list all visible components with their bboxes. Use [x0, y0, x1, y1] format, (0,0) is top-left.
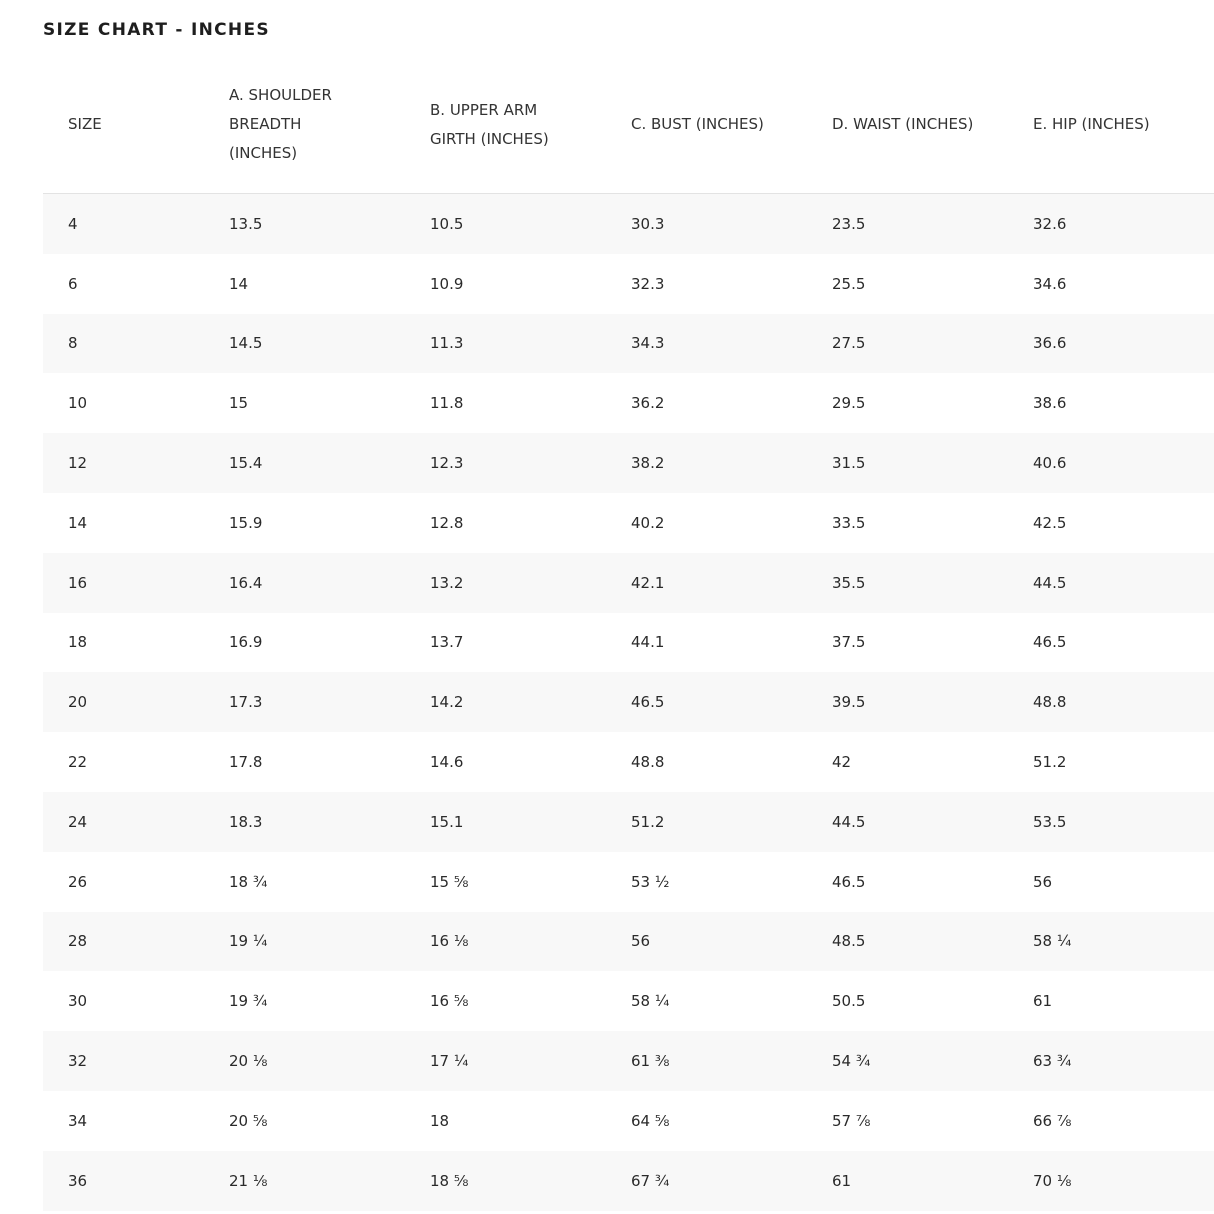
waist-cell: 44.5: [807, 792, 1008, 852]
table-row: [43, 852, 1214, 912]
bust-cell: 51.2: [606, 792, 807, 852]
hip-cell: 46.5: [1008, 613, 1214, 673]
hip-cell: 36.6: [1008, 314, 1214, 374]
column-header-shoulder-breadth: A. SHOULDER BREADTH (INCHES): [204, 56, 405, 194]
table-row: [43, 553, 1214, 613]
shoulder-breadth-cell: 15: [204, 373, 405, 433]
upper-arm-girth-cell: 13.7: [405, 613, 606, 673]
table-row: [43, 194, 1214, 254]
size-cell: 16: [43, 553, 204, 613]
upper-arm-girth-cell: 17 ¼: [405, 1031, 606, 1091]
table-row: [43, 254, 1214, 314]
table-row: [43, 493, 1214, 553]
bust-cell: 38.2: [606, 433, 807, 493]
waist-cell: 29.5: [807, 373, 1008, 433]
size-cell: 8: [43, 314, 204, 374]
waist-cell: 54 ¾: [807, 1031, 1008, 1091]
upper-arm-girth-cell: 18 ⅝: [405, 1151, 606, 1211]
waist-cell: 46.5: [807, 852, 1008, 912]
bust-cell: 48.8: [606, 732, 807, 792]
size-cell: 32: [43, 1031, 204, 1091]
upper-arm-girth-cell: 12.8: [405, 493, 606, 553]
hip-cell: 63 ¾: [1008, 1031, 1214, 1091]
bust-cell: 58 ¼: [606, 971, 807, 1031]
waist-cell: 50.5: [807, 971, 1008, 1031]
size-cell: 28: [43, 912, 204, 972]
table-row: [43, 613, 1214, 673]
upper-arm-girth-cell: 15 ⅝: [405, 852, 606, 912]
bust-cell: 61 ⅜: [606, 1031, 807, 1091]
column-header-bust: C. BUST (INCHES): [606, 56, 807, 194]
waist-cell: 57 ⅞: [807, 1091, 1008, 1151]
table-row: [43, 433, 1214, 493]
shoulder-breadth-cell: 20 ⅛: [204, 1031, 405, 1091]
bust-cell: 34.3: [606, 314, 807, 374]
shoulder-breadth-cell: 19 ¼: [204, 912, 405, 972]
waist-cell: 35.5: [807, 553, 1008, 613]
shoulder-breadth-cell: 17.8: [204, 732, 405, 792]
size-cell: 24: [43, 792, 204, 852]
upper-arm-girth-cell: 16 ⅛: [405, 912, 606, 972]
upper-arm-girth-cell: 14.6: [405, 732, 606, 792]
waist-cell: 25.5: [807, 254, 1008, 314]
shoulder-breadth-cell: 17.3: [204, 672, 405, 732]
size-cell: 10: [43, 373, 204, 433]
hip-cell: 40.6: [1008, 433, 1214, 493]
waist-cell: 39.5: [807, 672, 1008, 732]
size-cell: 30: [43, 971, 204, 1031]
column-header-size: SIZE: [43, 56, 204, 194]
bust-cell: 46.5: [606, 672, 807, 732]
upper-arm-girth-cell: 13.2: [405, 553, 606, 613]
bust-cell: 64 ⅝: [606, 1091, 807, 1151]
shoulder-breadth-cell: 19 ¾: [204, 971, 405, 1031]
waist-cell: 42: [807, 732, 1008, 792]
table-row: [43, 732, 1214, 792]
table-row: [43, 1031, 1214, 1091]
size-cell: 6: [43, 254, 204, 314]
hip-cell: 32.6: [1008, 194, 1214, 254]
size-cell: 12: [43, 433, 204, 493]
upper-arm-girth-cell: 16 ⅝: [405, 971, 606, 1031]
waist-cell: 37.5: [807, 613, 1008, 673]
table-row: [43, 373, 1214, 433]
column-header-hip: E. HIP (INCHES): [1008, 56, 1214, 194]
shoulder-breadth-cell: 18.3: [204, 792, 405, 852]
bust-cell: 42.1: [606, 553, 807, 613]
table-header: [43, 56, 1214, 194]
hip-cell: 51.2: [1008, 732, 1214, 792]
upper-arm-girth-cell: 15.1: [405, 792, 606, 852]
shoulder-breadth-cell: 20 ⅝: [204, 1091, 405, 1151]
table-row: [43, 792, 1214, 852]
bust-cell: 32.3: [606, 254, 807, 314]
upper-arm-girth-cell: 12.3: [405, 433, 606, 493]
shoulder-breadth-cell: 14: [204, 254, 405, 314]
bust-cell: 53 ½: [606, 852, 807, 912]
hip-cell: 56: [1008, 852, 1214, 912]
waist-cell: 23.5: [807, 194, 1008, 254]
upper-arm-girth-cell: 11.3: [405, 314, 606, 374]
hip-cell: 61: [1008, 971, 1214, 1031]
upper-arm-girth-cell: 18: [405, 1091, 606, 1151]
bust-cell: 67 ¾: [606, 1151, 807, 1211]
table-row: [43, 672, 1214, 732]
bust-cell: 56: [606, 912, 807, 972]
shoulder-breadth-cell: 15.4: [204, 433, 405, 493]
waist-cell: 48.5: [807, 912, 1008, 972]
table-row: [43, 314, 1214, 374]
waist-cell: 31.5: [807, 433, 1008, 493]
size-cell: 14: [43, 493, 204, 553]
upper-arm-girth-cell: 14.2: [405, 672, 606, 732]
waist-cell: 33.5: [807, 493, 1008, 553]
column-header-upper-arm-girth: B. UPPER ARM GIRTH (INCHES): [405, 56, 606, 194]
upper-arm-girth-cell: 10.9: [405, 254, 606, 314]
size-cell: 20: [43, 672, 204, 732]
hip-cell: 66 ⅞: [1008, 1091, 1214, 1151]
size-cell: 26: [43, 852, 204, 912]
size-cell: 18: [43, 613, 204, 673]
hip-cell: 42.5: [1008, 493, 1214, 553]
hip-cell: 48.8: [1008, 672, 1214, 732]
shoulder-breadth-cell: 18 ¾: [204, 852, 405, 912]
hip-cell: 44.5: [1008, 553, 1214, 613]
page-title: SIZE CHART - INCHES: [43, 20, 270, 40]
hip-cell: 53.5: [1008, 792, 1214, 852]
table-row: [43, 1091, 1214, 1151]
shoulder-breadth-cell: 13.5: [204, 194, 405, 254]
table-row: [43, 912, 1214, 972]
upper-arm-girth-cell: 11.8: [405, 373, 606, 433]
table-row: [43, 1151, 1214, 1211]
shoulder-breadth-cell: 16.9: [204, 613, 405, 673]
bust-cell: 44.1: [606, 613, 807, 673]
table-row: [43, 971, 1214, 1031]
shoulder-breadth-cell: 14.5: [204, 314, 405, 374]
size-cell: 4: [43, 194, 204, 254]
shoulder-breadth-cell: 15.9: [204, 493, 405, 553]
waist-cell: 61: [807, 1151, 1008, 1211]
header-row: [43, 56, 1214, 194]
bust-cell: 40.2: [606, 493, 807, 553]
size-cell: 34: [43, 1091, 204, 1151]
size-cell: 22: [43, 732, 204, 792]
size-cell: 36: [43, 1151, 204, 1211]
column-header-waist: D. WAIST (INCHES): [807, 56, 1008, 194]
hip-cell: 38.6: [1008, 373, 1214, 433]
hip-cell: 58 ¼: [1008, 912, 1214, 972]
hip-cell: 70 ⅛: [1008, 1151, 1214, 1211]
table-body: [43, 194, 1214, 1211]
shoulder-breadth-cell: 21 ⅛: [204, 1151, 405, 1211]
bust-cell: 36.2: [606, 373, 807, 433]
waist-cell: 27.5: [807, 314, 1008, 374]
size-chart-table: [43, 56, 1214, 1211]
bust-cell: 30.3: [606, 194, 807, 254]
hip-cell: 34.6: [1008, 254, 1214, 314]
upper-arm-girth-cell: 10.5: [405, 194, 606, 254]
shoulder-breadth-cell: 16.4: [204, 553, 405, 613]
